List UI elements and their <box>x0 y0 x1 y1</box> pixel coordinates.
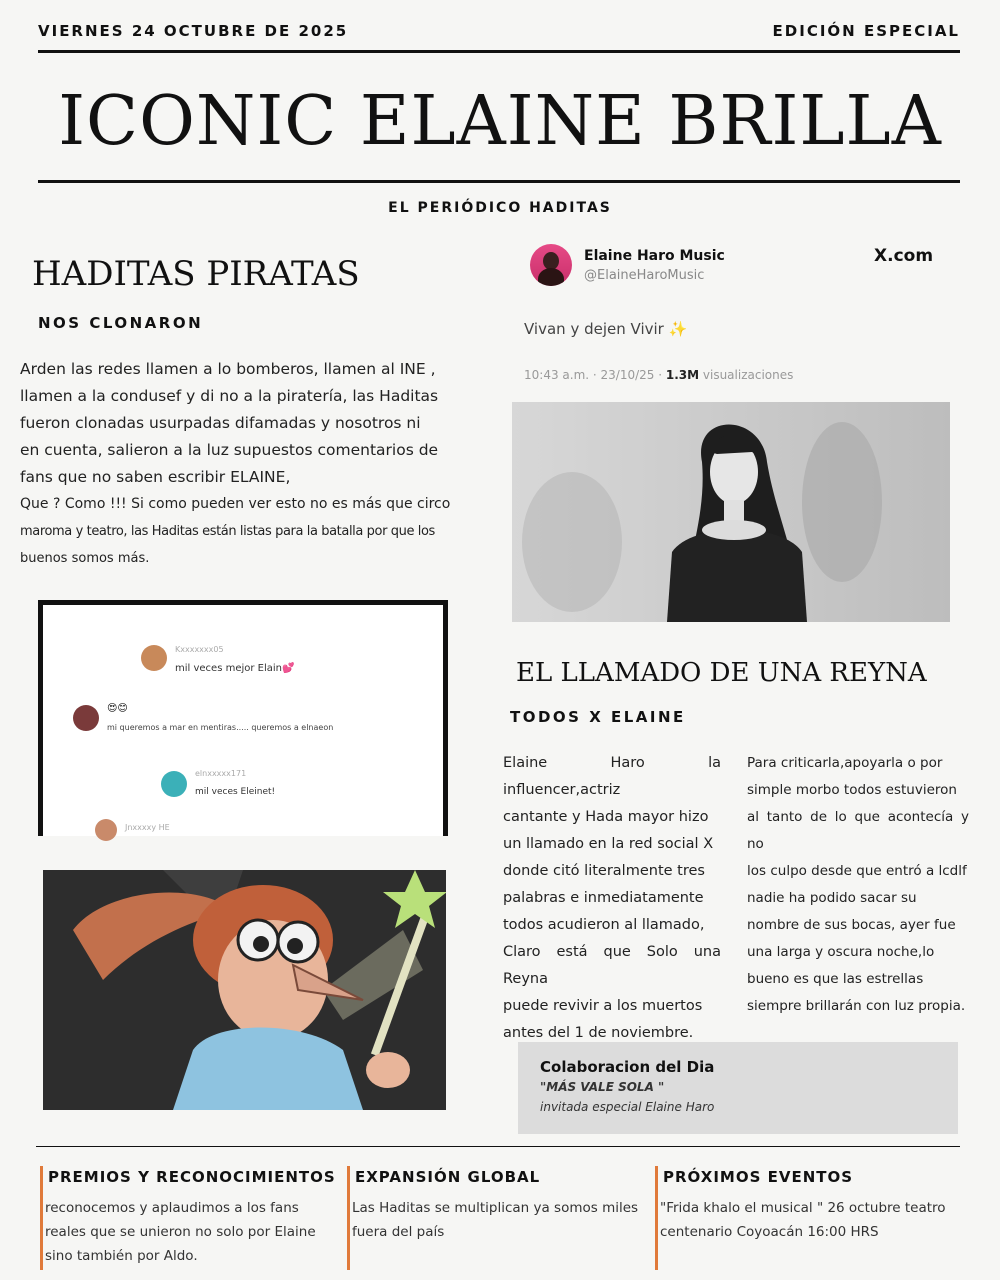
footer-heading: PREMIOS Y RECONOCIMIENTOS <box>48 1168 336 1186</box>
portrait-illustration <box>512 402 950 622</box>
article2-line: palabras e inmediatamente <box>503 890 704 906</box>
masthead-title: ICONIC ELAINE BRILLA <box>58 82 942 161</box>
commenter-avatar <box>95 819 117 841</box>
issue-date: VIERNES 24 OCTUBRE DE 2025 <box>38 22 349 40</box>
accent-bar <box>40 1166 43 1270</box>
article2-line: Claro está que Solo una Reyna <box>503 944 721 987</box>
article2-column-1 <box>503 750 721 1047</box>
comment-user: elnxxxxx171 <box>195 769 247 778</box>
article2-line: nombre de sus bocas, ayer fue <box>747 917 956 933</box>
article1-line: maroma y teatro, las Haditas están listas para la batalla por que los <box>20 524 435 539</box>
footer-line: centenario Coyoacán 16:00 HRS <box>660 1224 879 1240</box>
article1-line: Arden las redes llamen a lo bomberos, llamen al INE , <box>20 360 436 378</box>
masthead-rule <box>38 180 960 183</box>
footer-line: reconocemos y aplaudimos a los fans <box>45 1200 299 1216</box>
article2-line: al tanto de lo que acontecía y no <box>747 809 969 852</box>
tweet-text: Vivan y dejen Vivir ✨ <box>524 320 688 338</box>
header-bar <box>38 22 960 44</box>
footer-heading: PRÓXIMOS EVENTOS <box>663 1168 854 1186</box>
tweet-avatar[interactable] <box>530 244 572 286</box>
comment-text: mil veces mejor Elain💕 <box>175 663 295 674</box>
article1-line: fueron clonadas usurpadas difamadas y nosotros ni <box>20 414 421 432</box>
comment-user: Kxxxxxxx05 <box>175 645 224 654</box>
accent-bar <box>655 1166 658 1270</box>
article1-line: buenos somos más. <box>20 551 150 566</box>
collab-title: Colaboracion del Dia <box>540 1058 715 1076</box>
tweet-meta <box>524 368 793 382</box>
article2-line: nadie ha podido sacar su <box>747 890 917 906</box>
accent-bar <box>347 1166 350 1270</box>
comment-text: mi queremos a mar en mentiras..... queremos a elnaeon <box>107 723 334 732</box>
commenter-avatar <box>141 645 167 671</box>
article2-line: bueno es que las estrellas <box>747 971 924 987</box>
tweet-timestamp: 10:43 a.m. · 23/10/25 · <box>524 368 666 382</box>
article2-title: EL LLAMADO DE UNA REYNA <box>516 658 927 688</box>
article2-line: Elaine Haro la influencer,actriz <box>503 755 721 798</box>
fairy-cartoon-image <box>43 870 446 1110</box>
article1-line: llamen a la condusef y di no a la piratería, las Haditas <box>20 387 439 405</box>
footer-line: fuera del país <box>352 1224 445 1240</box>
article2-line: los culpo desde que entró a lcdlf <box>747 863 967 879</box>
footer-line: sino también por Aldo. <box>45 1248 198 1264</box>
article2-line: simple morbo todos estuvieron <box>747 782 957 798</box>
x-logo: X.com <box>874 246 934 266</box>
footer-line: Las Haditas se multiplican ya somos miles <box>352 1200 639 1216</box>
footer-heading: EXPANSIÓN GLOBAL <box>355 1168 541 1186</box>
edition-label: EDICIÓN ESPECIAL <box>772 22 960 40</box>
article1-line: Que ? Como !!! Si como pueden ver esto no es más que circo <box>20 496 451 512</box>
footer-line: reales que se unieron no solo por Elaine <box>45 1224 316 1240</box>
tweet-author-name[interactable]: Elaine Haro Music <box>584 248 725 264</box>
article2-line: puede revivir a los muertos <box>503 998 703 1014</box>
tweet-views-count: 1.3M <box>665 368 700 382</box>
comment-text: mil veces Eleinet! <box>195 787 276 797</box>
top-rule <box>38 50 960 53</box>
article1-line: en cuenta, salieron a la luz supuestos comentarios de <box>20 441 439 459</box>
fairy-illustration <box>43 870 446 1110</box>
collab-box <box>518 1042 958 1134</box>
collab-song: "MÁS VALE SOLA " <box>540 1080 665 1094</box>
collab-guest: invitada especial Elaine Haro <box>540 1100 715 1114</box>
elaine-photo <box>512 402 950 622</box>
newspaper-name: EL PERIÓDICO HADITAS <box>388 200 612 216</box>
article2-line: Para criticarla,apoyarla o por <box>747 755 943 771</box>
tweet-views-label: visualizaciones <box>699 368 794 382</box>
article2-line: todos acudieron al llamado, <box>503 917 705 933</box>
article2-line: donde citó literalmente tres <box>503 863 705 879</box>
commenter-avatar <box>161 771 187 797</box>
comment-user: 😍😊 <box>107 703 128 714</box>
comments-screenshot <box>38 600 448 836</box>
footer-line: "Frida khalo el musical " 26 octubre teatro <box>660 1200 946 1216</box>
article2-line: siempre brillarán con luz propia. <box>747 998 966 1014</box>
footer-text <box>45 1196 341 1268</box>
comment-user: Jnxxxxy HE <box>125 823 170 832</box>
commenter-avatar <box>73 705 99 731</box>
article2-line: un llamado en la red social X <box>503 836 714 852</box>
article2-line: una larga y oscura noche,lo <box>747 944 935 960</box>
article1-line: fans que no saben escribir ELAINE, <box>20 468 291 486</box>
article2-column-2 <box>747 750 969 1020</box>
article2-kicker: TODOS X ELAINE <box>510 708 686 726</box>
footer-rule <box>36 1146 960 1147</box>
footer-text <box>352 1196 652 1244</box>
article1-body <box>20 356 490 572</box>
article1-kicker: NOS CLONARON <box>38 314 204 332</box>
tweet-author-handle[interactable]: @ElaineHaroMusic <box>584 268 705 283</box>
article1-title: HADITAS PIRATAS <box>32 254 360 294</box>
article2-line: cantante y Hada mayor hizo <box>503 809 709 825</box>
footer-text <box>660 1196 965 1244</box>
article2-line: antes del 1 de noviembre. <box>503 1025 694 1041</box>
